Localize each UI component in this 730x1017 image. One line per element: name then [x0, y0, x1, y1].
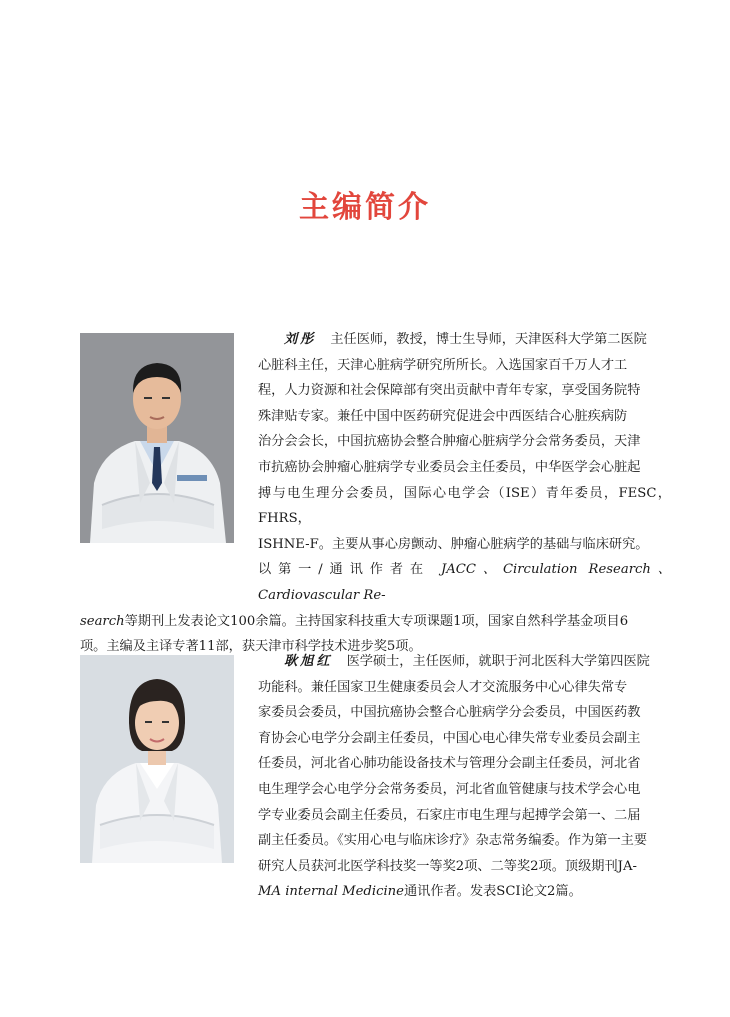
bio-line: 程，人力资源和社会保障部有突出贡献中青年专家，享受国务院特	[258, 383, 641, 399]
bio-line: 学专业委员会副主任委员，石家庄市电生理与起搏学会第一、二届	[258, 807, 641, 823]
bio-line: 研究人员获河北医学科技奖一等奖2项、二等奖2项。顶级期刊JA-	[258, 858, 637, 874]
bio-line: 市抗癌协会肿瘤心脏病学专业委员会主任委员，中华医学会心脏起	[258, 459, 641, 475]
bio-line: 电生理学会心电学分会常务委员，河北省血管健康与技术学会心电	[258, 781, 641, 797]
bio-line: 殊津贴专家。兼任中国中医药研究促进会中西医结合心脏疾病防	[258, 408, 628, 424]
bio-line: 任委员，河北省心肺功能设备技术与管理分会副主任委员，河北省	[258, 756, 641, 772]
editor-name: 刘彤	[284, 332, 317, 347]
bio-line: 医学硕士，主任医师，就职于河北医科大学第四医院	[346, 654, 650, 669]
bio-line: 项。主编及主译专著11部，获天津市科学技术进步奖5项。	[80, 639, 422, 655]
bio-line: MA internal Medicine通讯作者。发表SCI论文2篇。	[258, 884, 582, 900]
bio-line: search等期刊上发表论文100余篇。主持国家科技重大专项课题1项，国家自然科学基金项目6	[80, 613, 629, 629]
bio-line: 心脏科主任，天津心脏病学研究所所长。入选国家百千万人才工	[258, 357, 628, 373]
bio-line: 搏与电生理分会委员，国际心电学会（ISE）青年委员，FESC，FHRS，	[258, 485, 671, 527]
bio-line: 以第一/通讯作者在 JACC、Circulation Research、Cardiovascular Re-	[258, 562, 671, 603]
bio-line: 主任医师，教授，博士生导师，天津医科大学第二医院	[330, 332, 647, 347]
editor-bio-geng	[80, 649, 671, 905]
bio-line: 功能科。兼任国家卫生健康委员会人才交流服务中心心律失常专	[258, 679, 628, 695]
editor-bio-liu	[80, 327, 671, 660]
bio-line: 育协会心电学分会副主任委员，中国心电心律失常专业委员会副主	[258, 730, 641, 746]
bio-line: ISHNE-F。主要从事心房颤动、肿瘤心脏病学的基础与临床研究。	[258, 536, 649, 552]
bio-line: 家委员会委员，中国抗癌协会整合心脏病学分会委员，中国医药教	[258, 705, 641, 721]
bio-line: 副主任委员。《实用心电与临床诊疗》杂志常务编委。作为第一主要	[258, 833, 648, 849]
bio-line: 治分会会长，中国抗癌协会整合肿瘤心脏病学分会常务委员，天津	[258, 434, 641, 450]
page-title: 主编简介	[299, 190, 431, 225]
editor-name: 耿旭红	[284, 654, 333, 669]
